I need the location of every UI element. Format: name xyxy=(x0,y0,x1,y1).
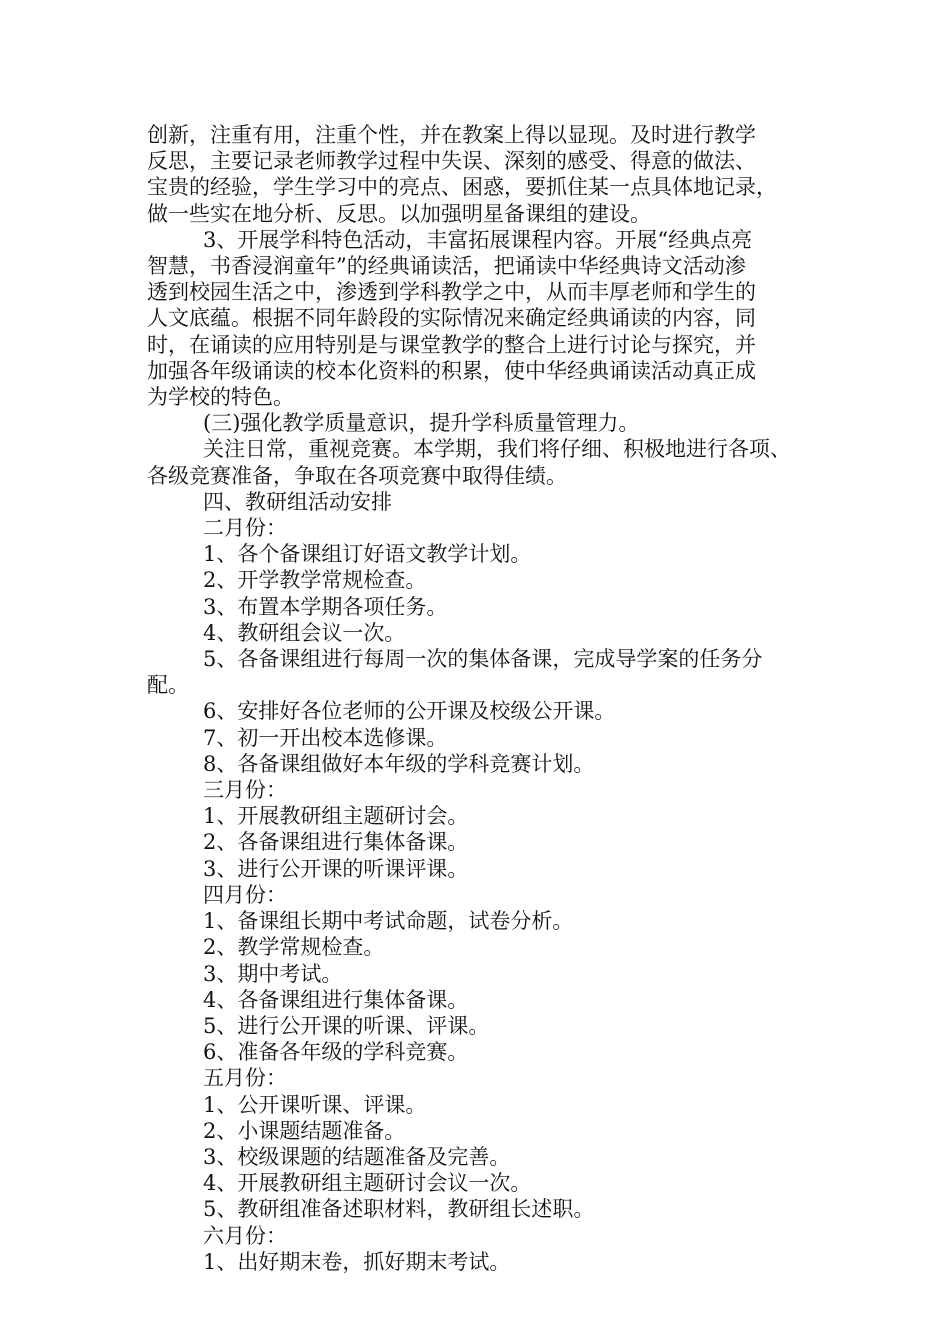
schedule-item: 4、开展教研组主题研讨会议一次。 xyxy=(203,1171,532,1196)
text-line: 为学校的特色。 xyxy=(147,385,294,410)
schedule-item: 7、初一开出校本选修课。 xyxy=(203,725,448,750)
paragraph-reflection xyxy=(147,122,812,227)
schedule-item: 1、公开课听课、评课。 xyxy=(203,1092,427,1117)
text-line: 智慧，书香浸润童年”的经典诵读活，把诵读中华经典诗文活动渗 xyxy=(147,254,746,279)
month-block xyxy=(147,1223,812,1275)
text-line: 3、开展学科特色活动，丰富拓展课程内容。开展“经典点亮 xyxy=(203,227,753,252)
paragraph-competitions xyxy=(147,436,812,488)
paragraph-quality-heading xyxy=(147,410,812,436)
schedule-item: 3、进行公开课的听课评课。 xyxy=(203,856,469,881)
schedule-item: 8、各备课组做好本年级的学科竞赛计划。 xyxy=(203,751,595,776)
paragraph-subject-activities xyxy=(147,227,812,410)
month-label: 五月份： xyxy=(203,1066,287,1091)
month-label: 六月份： xyxy=(203,1223,287,1248)
schedule-item: 2、教学常规检查。 xyxy=(203,935,385,960)
schedule-item: 4、教研组会议一次。 xyxy=(203,620,406,645)
schedule-section xyxy=(147,489,812,515)
schedule-item: 3、校级课题的结题准备及完善。 xyxy=(203,1144,511,1169)
month-block xyxy=(147,515,812,777)
section-heading: 四、教研组活动安排 xyxy=(203,489,392,514)
document-body xyxy=(147,122,812,1275)
schedule-item: 1、开展教研组主题研讨会。 xyxy=(203,804,469,829)
schedule-item: 3、期中考试。 xyxy=(203,961,343,986)
schedule-item: 5、进行公开课的听课、评课。 xyxy=(203,1013,490,1038)
schedule-item-continuation: 配。 xyxy=(147,673,189,698)
schedule-item: 6、安排好各位老师的公开课及校级公开课。 xyxy=(203,699,616,724)
schedule-item: 5、教研组准备述职材料，教研组长述职。 xyxy=(203,1197,595,1222)
schedule-item: 6、准备各年级的学科竞赛。 xyxy=(203,1040,469,1065)
section-heading: (三)强化教学质量意识，提升学科质量管理力。 xyxy=(203,411,640,436)
text-line: 透到校园生活之中，渗透到学科教学之中，从而丰厚老师和学生的 xyxy=(147,280,756,305)
month-block xyxy=(147,777,812,882)
schedule-item: 5、各备课组进行每周一次的集体备课，完成导学案的任务分 xyxy=(203,647,763,672)
schedule-item: 2、小课题结题准备。 xyxy=(203,1118,406,1143)
text-line: 时，在诵读的应用特别是与课堂教学的整合上进行讨论与探究，并 xyxy=(147,332,756,357)
text-line: 创新，注重有用，注重个性，并在教案上得以显现。及时进行教学 xyxy=(147,123,756,147)
month-label: 四月份： xyxy=(203,882,287,907)
month-label: 二月份： xyxy=(203,516,287,541)
month-block xyxy=(147,882,812,1065)
text-line: 人文底蕴。根据不同年龄段的实际情况来确定经典诵读的内容，同 xyxy=(147,306,756,331)
schedule-item: 4、各备课组进行集体备课。 xyxy=(203,987,469,1012)
schedule-item: 2、开学教学常规检查。 xyxy=(203,568,427,593)
schedule-item: 1、备课组长期中考试命题，试卷分析。 xyxy=(203,909,574,934)
text-line: 关注日常，重视竞赛。本学期，我们将仔细、积极地进行各项、 xyxy=(203,437,791,462)
month-block xyxy=(147,1065,812,1222)
text-line: 加强各年级诵读的校本化资料的积累，使中华经典诵读活动真正成 xyxy=(147,358,756,383)
schedule-item: 2、各备课组进行集体备课。 xyxy=(203,830,469,855)
month-schedule-list xyxy=(147,515,812,1275)
schedule-item: 1、各个备课组订好语文教学计划。 xyxy=(203,542,532,567)
text-line: 做一些实在地分析、反思。以加强明星备课组的建设。 xyxy=(147,201,651,226)
schedule-item: 3、布置本学期各项任务。 xyxy=(203,594,448,619)
text-line: 各级竞赛准备，争取在各项竞赛中取得佳绩。 xyxy=(147,463,567,488)
month-label: 三月份： xyxy=(203,778,287,803)
text-line: 反思，主要记录老师教学过程中失误、深刻的感受、得意的做法、 xyxy=(147,149,756,174)
text-line: 宝贵的经验，学生学习中的亮点、困惑，要抓住某一点具体地记录， xyxy=(147,175,777,200)
schedule-item: 1、出好期末卷，抓好期末考试。 xyxy=(203,1249,511,1274)
